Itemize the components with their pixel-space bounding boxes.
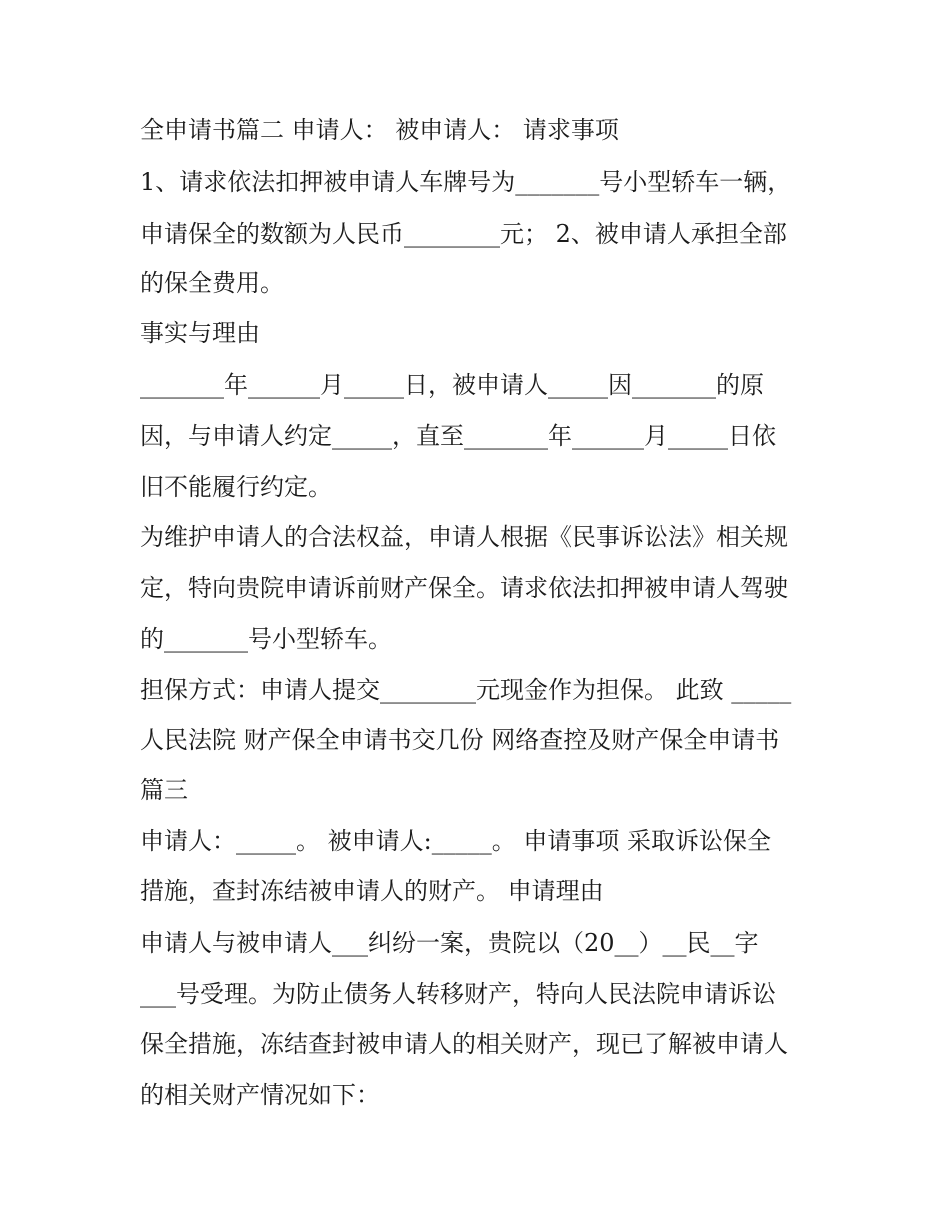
text-line: _______年______月_____日，被申请人_____因_______的原: [140, 371, 764, 399]
section-heading: 篇三: [140, 776, 188, 804]
text-line: 申请人与被申请人___纠纷一案，贵院以（20__）__民__字: [140, 929, 759, 957]
text-line: 1、请求依法扣押被申请人车牌号为_______号小型轿车一辆，: [140, 168, 792, 196]
text-line: 担保方式：申请人提交________元现金作为担保。 此致 _____: [140, 676, 792, 704]
text-line: 定，特向贵院申请诉前财产保全。请求依法扣押被申请人驾驶: [140, 574, 788, 602]
text-line: 的_______号小型轿车。: [140, 625, 392, 653]
text-line: 为维护申请人的合法权益，申请人根据《民事诉讼法》相关规: [140, 523, 788, 551]
text-line: 人民法院 财产保全申请书交几份 网络查控及财产保全申请书: [140, 726, 780, 754]
text-line: 申请保全的数额为人民币________元； 2、被申请人承担全部: [140, 220, 787, 248]
text-line: 措施，查封冻结被申请人的财产。 申请理由: [140, 877, 604, 905]
text-line: 的相关财产情况如下：: [140, 1081, 380, 1109]
text-line: 的保全费用。: [140, 269, 284, 297]
text-line: 保全措施，冻结查封被申请人的相关财产，现已了解被申请人: [140, 1030, 788, 1058]
text-line-title: 全申请书篇二 申请人： 被申请人： 请求事项: [140, 116, 619, 144]
text-line: 因，与申请人约定_____，直至_______年______月_____日依: [140, 422, 776, 450]
text-line: ___号受理。为防止债务人转移财产，特向人民法院申请诉讼: [140, 980, 776, 1008]
text-line: 申请人：_____。 被申请人:_____。 申请事项 采取诉讼保全: [140, 827, 771, 855]
section-heading: 事实与理由: [140, 319, 260, 347]
text-line: 旧不能履行约定。: [140, 473, 332, 501]
